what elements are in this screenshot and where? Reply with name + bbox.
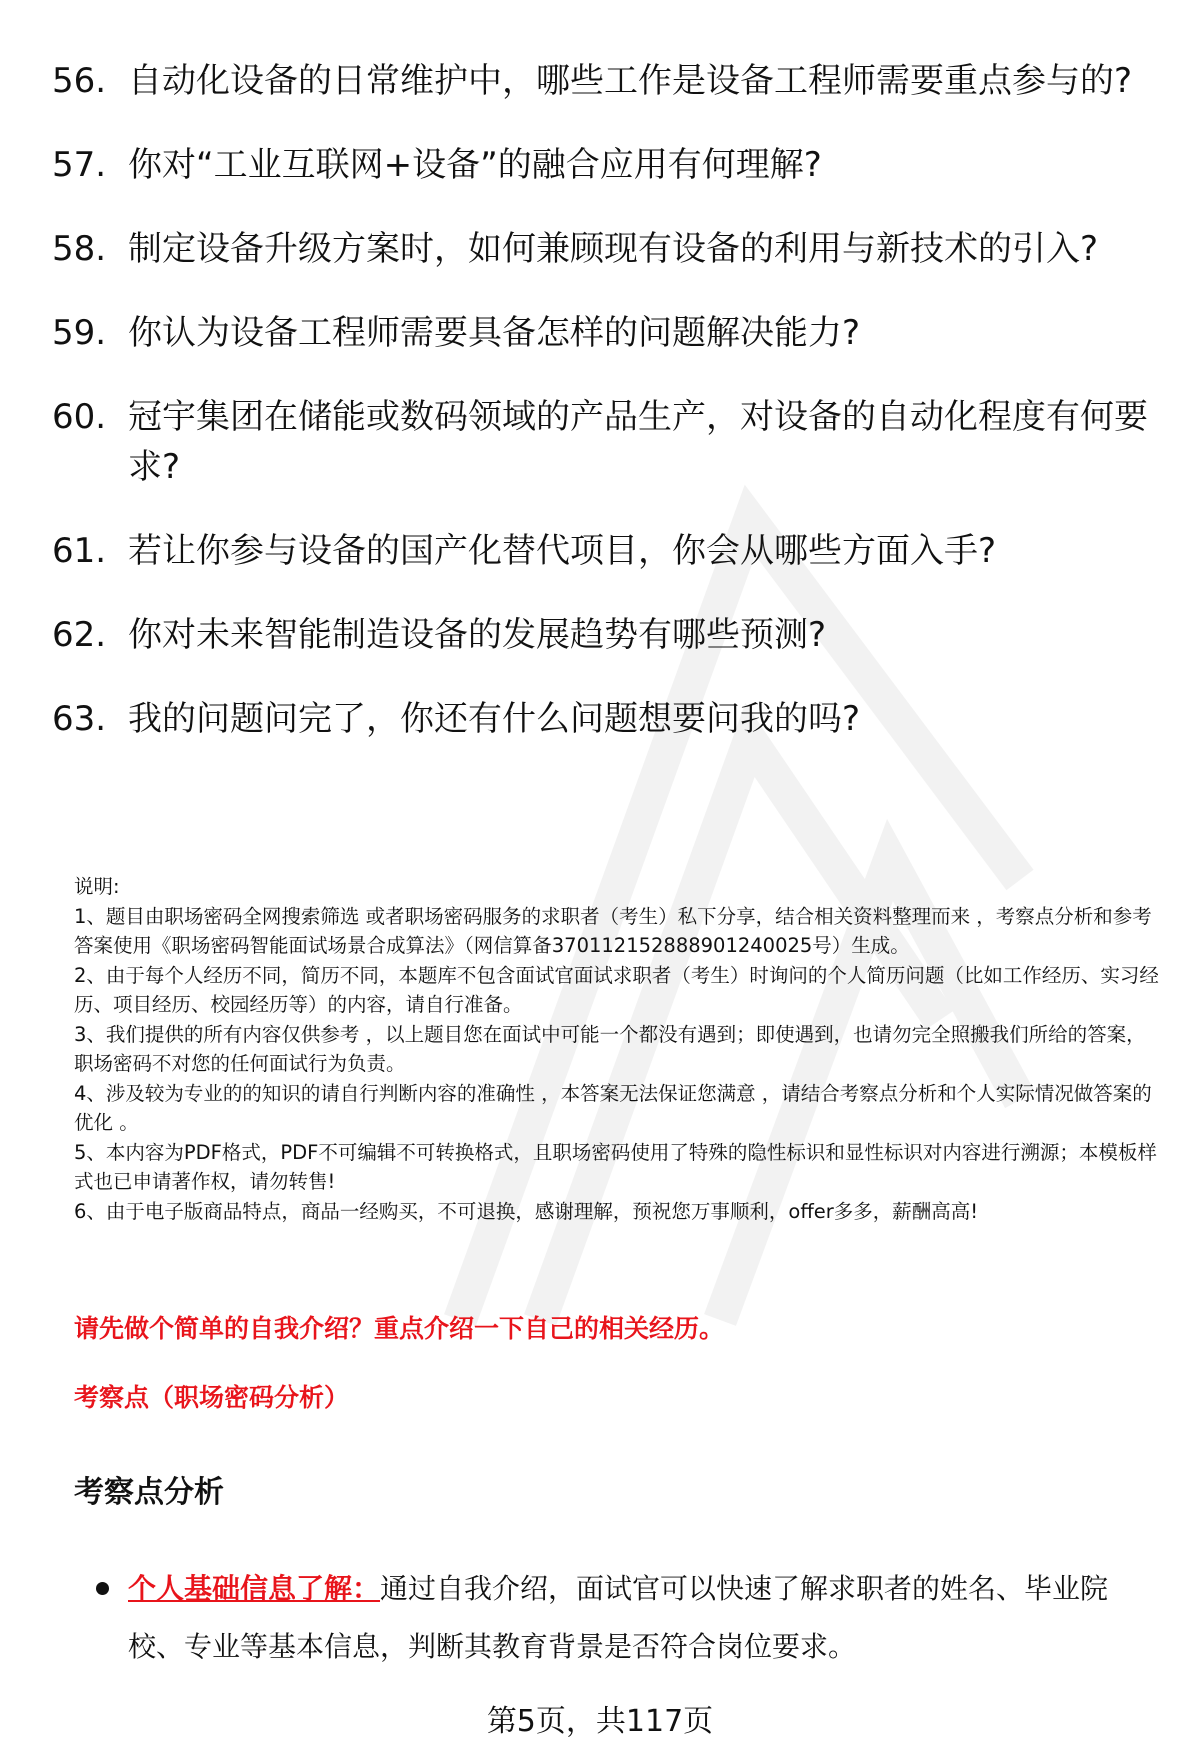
question-item	[52, 308, 1162, 358]
question-number: 63.	[52, 699, 107, 739]
question-text: 你认为设备工程师需要具备怎样的问题解决能力?	[128, 313, 861, 353]
question-text: 自动化设备的日常维护中，哪些工作是设备工程师需要重点参与的?	[128, 61, 1133, 101]
question-item	[52, 392, 1162, 492]
notes-title: 说明:	[74, 875, 120, 898]
question-number: 60.	[52, 397, 107, 437]
question-text: 制定设备升级方案时，如何兼顾现有设备的利用与新技术的引入?	[128, 229, 1099, 269]
question-number: 59.	[52, 313, 107, 353]
note-item: 4、涉及较为专业的的知识的请自行判断内容的准确性 ，本答案无法保证您满意 ，请结合考察点分析和个人实际情况做答案的优化 。	[74, 1081, 1152, 1134]
question-number: 56.	[52, 61, 107, 101]
question-number: 62.	[52, 615, 107, 655]
analysis-bullet	[96, 1560, 1146, 1676]
bullet-dot-icon	[96, 1582, 109, 1595]
question-text: 我的问题问完了，你还有什么问题想要问我的吗?	[128, 699, 861, 739]
question-text: 若让你参与设备的国产化替代项目，你会从哪些方面入手?	[128, 531, 997, 571]
question-item	[52, 610, 1162, 660]
note-item: 2、由于每个人经历不同，简历不同，本题库不包含面试官面试求职者（考生）时询问的个人简历问题（比如工作经历、实习经历、项目经历、校园经历等）的内容，请自行准备。	[74, 963, 1159, 1016]
bullet-text: 通过自我介绍，面试官可以快速了解求职者的姓名、毕业院校、专业等基本信息，判断其教育背景是否符合岗位要求。	[128, 1572, 1109, 1663]
question-item	[52, 694, 1162, 744]
featured-subheading: 考察点（职场密码分析）	[74, 1383, 350, 1412]
note-item: 6、由于电子版商品特点，商品一经购买，不可退换，感谢理解，预祝您万事顺利，offer多多，薪酬高高!	[74, 1199, 979, 1223]
question-list	[52, 56, 1162, 778]
question-number: 58.	[52, 229, 107, 269]
featured-question: 请先做个简单的自我介绍？重点介绍一下自己的相关经历。	[74, 1314, 725, 1343]
note-item: 1、题目由职场密码全网搜索筛选 或者职场密码服务的求职者（考生）私下分享，结合相关资料整理而来 ，考察点分析和参考答案使用《职场密码智能面试场景合成算法》（网信算备370112152888901240025号）生成。	[74, 904, 1152, 957]
question-text: 冠宇集团在储能或数码领域的产品生产，对设备的自动化程度有何要求?	[128, 397, 1148, 487]
note-item: 3、我们提供的所有内容仅供参考 ，以上题目您在面试中可能一个都没有遇到；即使遇到，也请勿完全照搬我们所给的答案，职场密码不对您的任何面试行为负责。	[74, 1022, 1146, 1075]
page-footer: 第5页，共117页	[486, 1704, 714, 1739]
question-text: 你对“工业互联网+设备”的融合应用有何理解?	[128, 145, 822, 185]
question-item	[52, 224, 1162, 274]
question-item	[52, 526, 1162, 576]
bullet-key: 个人基础信息了解：	[128, 1572, 381, 1605]
question-number: 61.	[52, 531, 107, 571]
question-number: 57.	[52, 145, 107, 185]
question-item	[52, 56, 1162, 106]
section-title: 考察点分析	[74, 1475, 224, 1510]
question-text: 你对未来智能制造设备的发展趋势有哪些预测?	[128, 615, 827, 655]
note-item: 5、本内容为PDF格式，PDF不可编辑不可转换格式，且职场密码使用了特殊的隐性标识和显性标识对内容进行溯源；本模板样式也已申请著作权，请勿转售!	[74, 1140, 1157, 1193]
question-item	[52, 140, 1162, 190]
disclaimer-notes	[74, 872, 1164, 1226]
